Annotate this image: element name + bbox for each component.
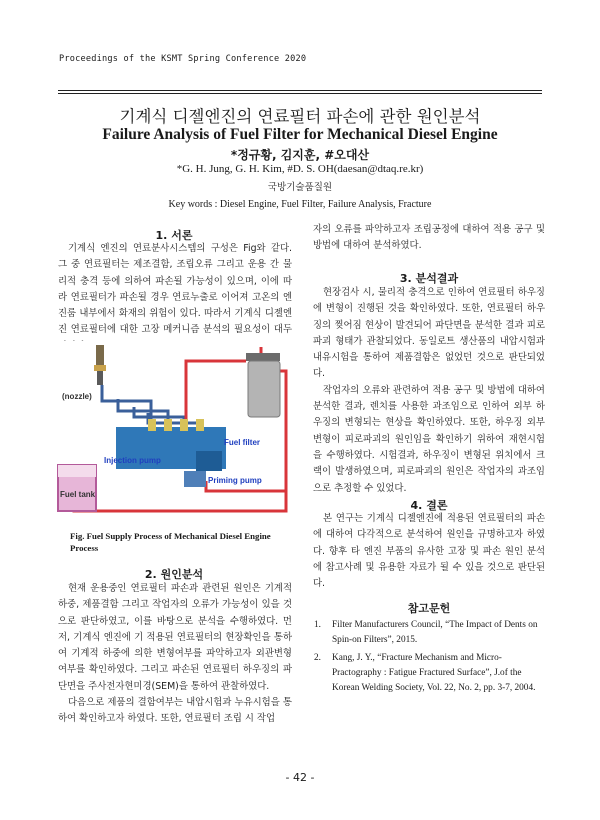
reference-list xyxy=(312,618,544,698)
figure-caption: Fig. Fuel Supply Process of Mechanical Diesel Engine Process xyxy=(70,531,271,553)
references-heading: 참고문헌 xyxy=(407,602,451,615)
fuel-tank-label: Fuel tank xyxy=(60,490,96,499)
fuel-filter xyxy=(246,353,280,417)
title-english: Failure Analysis of Fuel Filter for Mechanical Diesel Engine xyxy=(102,126,498,143)
reference-item xyxy=(312,651,544,697)
section-2-paragraph-1: 현재 운용중인 연료필터 파손과 관련된 원인은 기계적 하중, 제품결함 그리고 작업자의 오류가 가능성이 있을 것으로 판단하였고, 이를 바탕으로 분석을 수행하였다. 먼저, 기계식 엔진에 기 적용된 연료필터의 현장확인을 통하여 기계적 하중에 의한 변형여부를 파악하고자 외관변형 여부를 확인하였다. 그리고 파손된 연료필터 하우징의 파단면을 주사전자현미경(SEM)을 통하여 관찰하였다. xyxy=(58,583,292,692)
authors-english: *G. H. Jung, G. H. Kim, #D. S. OH(daesan@dtaq.re.kr) xyxy=(176,163,424,175)
section-1-body xyxy=(58,241,292,355)
nozzle-label: (nozzle) xyxy=(62,392,92,401)
reference-text: Filter Manufacturers Council, “The Impact of Dents on Spin-on Filters”, 2015. xyxy=(332,620,538,646)
keywords: Key words : Diesel Engine, Fuel Filter, Failure Analysis, Fracture xyxy=(168,199,432,210)
fuel-tank xyxy=(58,465,96,511)
section-1-paragraph: 기계식 엔진의 연료분사시스템의 구성은 Fig와 같다. 그 중 연료필터는 제조결함, 조립오류 그리고 운용 간 물리적 충격 등에 의하여 파손될 가능성이 있으며, 이에 따라 연료필터가 파손될 경우 연료누출로 이어져 고온의 엔진룸 내부에서 화재의 위험이 있다. 따라서 기계식 디젤엔진 연료필터에 대한 고장 메커니즘 분석의 필요성이 대두 xyxy=(58,243,292,336)
section-2-paragraph-2: 다음으로 제품의 결함여부는 내압시험과 누유시험을 통하여 확인하고자 하였다. 또한, 연료필터 조립 시 작업 xyxy=(58,697,292,725)
header-rule-top xyxy=(58,90,542,91)
reference-item xyxy=(312,618,544,649)
section-3-body xyxy=(313,285,545,497)
section-2-continued xyxy=(313,222,545,255)
page-number: - 42 - xyxy=(285,771,315,784)
section-2-paragraph-2-continued: 자의 오류를 파악하고자 조립공정에 대하여 적용 공구 및 방법에 대하여 분석하였다. xyxy=(313,224,545,252)
section-2-body xyxy=(58,581,292,728)
conference-header: Proceedings of the KSMT Spring Conference 2020 xyxy=(59,54,307,64)
reference-number: 1. xyxy=(314,620,321,630)
affiliation: 국방기술품질원 xyxy=(267,182,333,193)
section-3-paragraph-1: 현장검사 시, 물리적 충격으로 인하여 연료필터 하우징에 변형이 진행된 것을 확인하였다. 또한, 연료필터 하우징의 찢어짐 현상이 발견되어 파단면을 분석한 결과 피로파괴 형태가 관찰되었다. 동일로트 생산품의 내압시험과 내유시험을 통하여 제품결함은 없었던 것으로 판단되었다. xyxy=(313,287,545,380)
section-3-heading: 3. 분석결과 xyxy=(399,272,459,285)
fuel-supply-diagram xyxy=(56,341,290,525)
reference-text: Kang, J. Y., “Fracture Mechanism and Micro-Practography : Fatigue Fractured Surface”, J.of the Korean Welding Society, Vol. 22, No. 2, pp. 3-7, 2004. xyxy=(332,652,536,694)
authors-korean: *정규황, 김지훈, #오대산 xyxy=(230,148,370,162)
section-4-paragraph: 본 연구는 기계식 디젤엔진에 적용된 연료필터의 파손에 대하여 다각적으로 분석하여 원인을 규명하고자 하였다. 향후 타 엔진 부품의 유사한 고장 및 파손 원인 분석에 참고사례 및 유용한 자료가 될 수 있을 것으로 판단된다. xyxy=(313,513,545,590)
title-korean: 기계식 디젤엔진의 연료필터 파손에 관한 원인분석 xyxy=(119,107,481,126)
injection-pump-label: Injection pump xyxy=(104,456,161,465)
section-3-paragraph-2: 작업자의 오류와 관련하여 적용 공구 및 방법에 대하여 분석한 결과, 렌치를 사용한 과조임으로 인하여 외부 하우징의 변형되는 현상을 확인하였다. 또한, 하우징 외부 변형이 피로파괴의 원인임을 확인하기 위하여 재현시험을 수행하였다. 시험결과, 하우징이 변형된 위치에서 크랙이 발생하였으며, 피로파괴의 원인은 작업자의 과조임으로 추정할 수 있었다. xyxy=(313,384,545,494)
fuel-filter-label: Fuel filter xyxy=(224,438,261,447)
reference-number: 2. xyxy=(314,652,321,663)
priming-pump-label: Priming pump xyxy=(208,476,262,485)
header-rule-bottom xyxy=(58,93,542,94)
priming-pump xyxy=(184,471,206,487)
section-1-heading: 1. 서론 xyxy=(155,229,193,242)
section-4-heading: 4. 결론 xyxy=(410,499,448,512)
section-2-heading: 2. 원인분석 xyxy=(144,568,204,581)
section-4-body xyxy=(313,511,545,592)
